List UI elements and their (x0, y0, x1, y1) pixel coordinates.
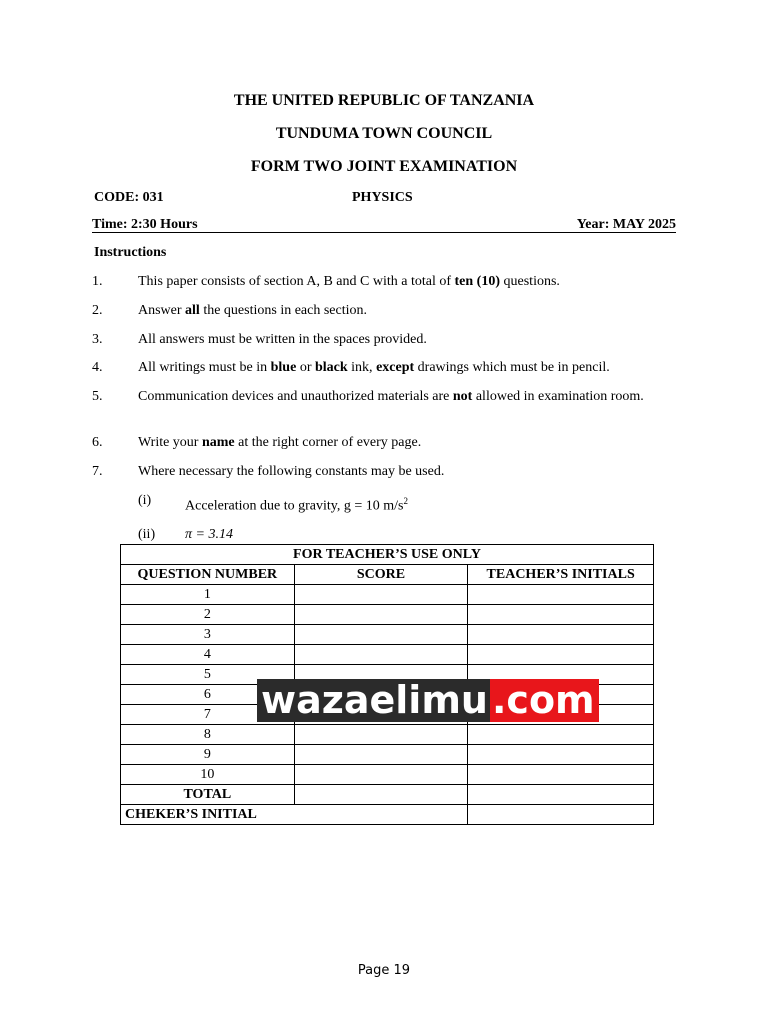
table-row (121, 625, 654, 645)
table-row (121, 765, 654, 785)
teacher-initials-cell[interactable] (468, 605, 654, 625)
exam-code: CODE: 031 (94, 190, 164, 205)
table-title: FOR TEACHER’S USE ONLY (121, 545, 654, 565)
col-teacher-initials: TEACHER’S INITIALS (468, 565, 654, 585)
score-cell[interactable] (294, 725, 468, 745)
question-number-cell: 9 (121, 745, 295, 765)
teacher-initials-cell[interactable] (468, 745, 654, 765)
instructions-title: Instructions (94, 245, 167, 260)
table-row (121, 605, 654, 625)
exam-year: Year: MAY 2025 (576, 217, 676, 232)
watermark-logo: wazaelimu .com (257, 679, 599, 722)
score-cell[interactable] (294, 765, 468, 785)
score-cell[interactable] (294, 625, 468, 645)
table-row (121, 645, 654, 665)
question-number-cell: 5 (121, 665, 295, 685)
heading-country: THE UNITED REPUBLIC OF TANZANIA (233, 92, 535, 109)
question-number-cell: 6 (121, 685, 295, 705)
teacher-initials-cell[interactable] (468, 625, 654, 645)
question-number-cell: 4 (121, 645, 295, 665)
page-number: Page 19 (357, 963, 411, 978)
teacher-initials-cell[interactable] (468, 765, 654, 785)
checker-label: CHEKER’S INITIAL (121, 805, 468, 825)
heading-exam: FORM TWO JOINT EXAMINATION (250, 158, 518, 175)
score-cell[interactable] (294, 645, 468, 665)
teacher-initials-cell[interactable] (468, 585, 654, 605)
table-row (121, 585, 654, 605)
col-score: SCORE (294, 565, 468, 585)
total-label: TOTAL (121, 785, 295, 805)
score-cell[interactable] (294, 585, 468, 605)
table-row (121, 725, 654, 745)
header-rule (92, 232, 676, 233)
score-cell[interactable] (294, 605, 468, 625)
total-initials-cell[interactable] (468, 785, 654, 805)
question-number-cell: 8 (121, 725, 295, 745)
question-number-cell: 2 (121, 605, 295, 625)
table-row (121, 745, 654, 765)
teacher-initials-cell[interactable] (468, 645, 654, 665)
question-number-cell: 1 (121, 585, 295, 605)
teacher-initials-cell[interactable] (468, 725, 654, 745)
exam-time: Time: 2:30 Hours (92, 217, 198, 232)
heading-council: TUNDUMA TOWN COUNCIL (275, 125, 493, 142)
col-question-number: QUESTION NUMBER (121, 565, 295, 585)
question-number-cell: 7 (121, 705, 295, 725)
question-number-cell: 10 (121, 765, 295, 785)
checker-initial-cell[interactable] (468, 805, 654, 825)
score-cell[interactable] (294, 745, 468, 765)
exam-subject: PHYSICS (352, 190, 413, 205)
total-score-cell[interactable] (294, 785, 468, 805)
question-number-cell: 3 (121, 625, 295, 645)
